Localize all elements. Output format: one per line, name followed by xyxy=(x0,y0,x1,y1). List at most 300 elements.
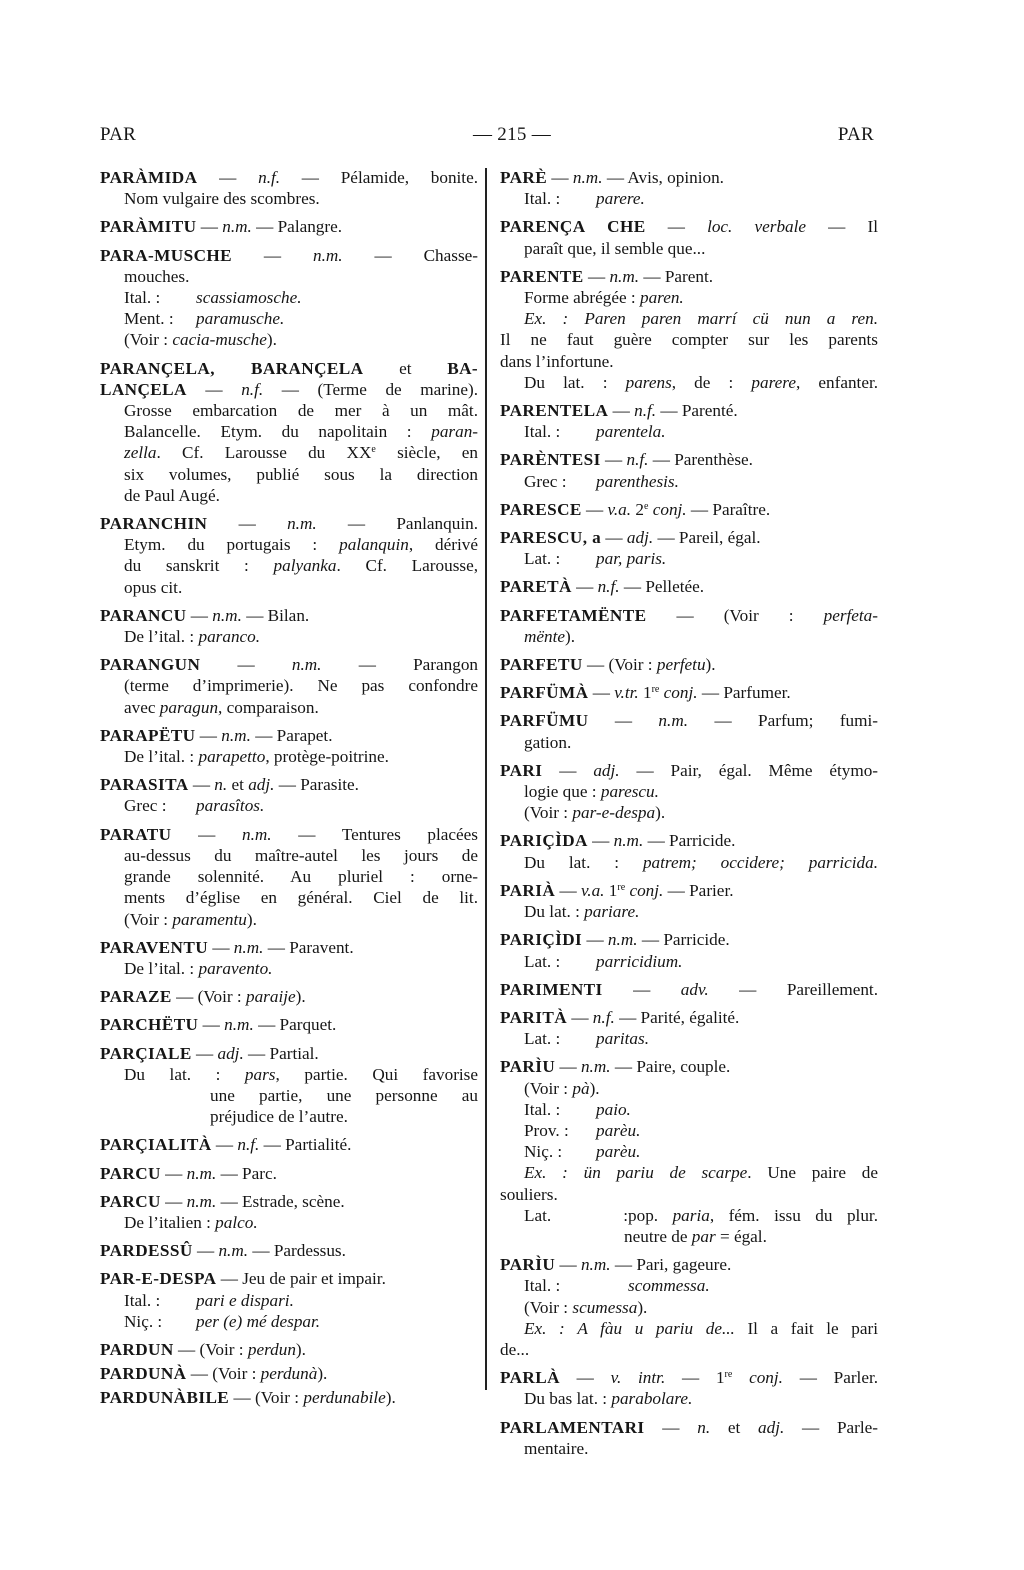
definition-text: avec xyxy=(124,697,156,717)
headword: PARIÇÌDI xyxy=(500,930,583,950)
definition-line: ments d’église en général. Ciel de lit. xyxy=(124,888,478,908)
definition-line: dans l’infortune. xyxy=(500,351,614,371)
entry-parfuma: PARFÜMÀ — v.tr. 1re conj. — Parfumer. xyxy=(500,683,791,703)
headword: PARÀMITU xyxy=(100,217,197,237)
entry-paramitu: PARÀMITU — n.m. — Palangre. xyxy=(100,217,343,237)
etym-value: parèu. xyxy=(596,1120,641,1140)
punct: ). xyxy=(295,987,306,1007)
conjugation-number: 1 xyxy=(608,880,618,900)
entry-paredespa xyxy=(100,1268,478,1332)
headword: PARESCE xyxy=(500,499,582,519)
definition-text: = égal. xyxy=(715,1226,767,1246)
definition: Pareillement. xyxy=(786,979,879,999)
etym-value: paran- xyxy=(431,422,479,442)
definition: Parfum; fumi- xyxy=(758,711,879,731)
headword: PARDUNÀ xyxy=(100,1364,187,1384)
definition-text: . Cf. Larousse, xyxy=(336,556,479,576)
definition: Parasite. xyxy=(300,775,359,795)
headword: PARI xyxy=(500,760,543,780)
grammar: n.m. xyxy=(580,1255,611,1275)
etym-label: Lat. : xyxy=(524,549,561,569)
superscript: e xyxy=(371,444,376,456)
headword: PARCHËTU xyxy=(100,1015,199,1035)
see-reference: perfeta- xyxy=(823,605,879,625)
superscript: re xyxy=(724,1369,733,1381)
see-label: — (Voir : xyxy=(676,605,794,625)
headword: PARANCU xyxy=(100,605,187,625)
grammar: v. intr. xyxy=(610,1368,666,1388)
see-label: (Voir : xyxy=(524,1297,569,1317)
definition: Parier. xyxy=(689,880,734,900)
entry-parapetu: PARAPËTU — n.m. — Parapet. De l’ital. : parapetto, protège-poitrine. xyxy=(100,725,389,767)
etym-label: Niç. : xyxy=(124,1311,163,1331)
see-label: (Voir : xyxy=(524,803,569,823)
definition: Tentures placées xyxy=(341,824,478,844)
etym-value: parenthesis. xyxy=(596,471,679,491)
definition: Pareil, égal. xyxy=(678,528,761,548)
punct: ). xyxy=(246,909,257,929)
etym-value: parere. xyxy=(596,189,645,209)
grammar: n.f. xyxy=(237,1135,260,1155)
etym-value: parricidium. xyxy=(596,951,683,971)
definition-text: , protège-poitrine. xyxy=(265,747,389,767)
etym-value: zella xyxy=(124,443,157,463)
left-column xyxy=(100,167,478,1416)
definition: Parapet. xyxy=(276,725,333,745)
example-text: Paren paren marrí cü nun a ren. xyxy=(584,309,878,329)
definition-text: , fém. issu du plur. xyxy=(709,1205,878,1225)
headword: PARANÇELA, BARANÇELA xyxy=(100,358,364,378)
conjugation-number: 1 xyxy=(643,683,652,703)
definition-line: mouches. xyxy=(124,266,190,286)
punct: ). xyxy=(266,330,277,350)
example-label: Ex. : xyxy=(524,309,569,329)
grammar: n.m. xyxy=(607,930,638,950)
entry-parfumu: PARFÜMU — n.m. — Parfum; fumi- gation. xyxy=(500,711,879,752)
definition-line: six volumes, publié sous la direction xyxy=(124,464,478,484)
headword: PARENTE xyxy=(500,266,584,286)
etym-label: Du lat. : xyxy=(124,1064,221,1084)
punct: ). xyxy=(705,655,716,675)
see-reference: perdunabile xyxy=(303,1388,386,1408)
etym-label: Du lat. : xyxy=(524,852,620,872)
etym-label: Du lat. : xyxy=(524,372,608,392)
definition-text: pop. xyxy=(628,1205,659,1225)
grammar: n.m. xyxy=(291,655,322,675)
etym-value: palyanka xyxy=(273,556,337,576)
etym-value: paranco. xyxy=(198,627,261,647)
punct: ). xyxy=(317,1364,328,1384)
etym-value: parentela. xyxy=(596,422,666,442)
definition: Parricide. xyxy=(663,930,730,950)
definition: Pair, égal. Même étymo- xyxy=(670,760,879,780)
entry-parla: PARLÀ — v. intr. — 1re conj. — Parler. Du bas lat. : parabolare. xyxy=(500,1368,879,1409)
page-number: — 215 — xyxy=(472,124,552,145)
definition-line: (terme d’imprimerie). Ne pas confondre xyxy=(124,676,478,696)
definition: Parfumer. xyxy=(723,683,791,703)
definition-text: , comparaison. xyxy=(218,697,319,717)
see-label: (Voir : xyxy=(124,909,169,929)
headword: PARAPËTU xyxy=(100,725,196,745)
column-divider xyxy=(485,168,487,1390)
etym-label: Du bas lat. : xyxy=(524,1389,608,1409)
definition: Parité, égalité. xyxy=(640,1007,740,1027)
punct: ). xyxy=(565,626,576,646)
headword: PARFÜMU xyxy=(500,711,589,731)
conjugation-number: 2 xyxy=(635,499,644,519)
definition: Estrade, scène. xyxy=(242,1191,345,1211)
etym-label: Ital. : xyxy=(524,1099,561,1119)
etym-value: paravento. xyxy=(198,958,273,978)
headword: PARDESSÛ xyxy=(100,1241,193,1261)
entry-parcu-2: PARCU — n.m. — Estrade, scène. De l’italien : palco. xyxy=(100,1191,345,1232)
grammar: n.m. xyxy=(613,831,644,851)
headword: PARANGUN xyxy=(100,655,201,675)
headword: PARFETAMËNTE xyxy=(500,605,647,625)
grammar: n.m. xyxy=(212,605,242,625)
grammar: n.m. xyxy=(580,1057,611,1077)
grammar: loc. verbale xyxy=(707,217,807,237)
punct: ). xyxy=(589,1078,600,1098)
grammar: n.m. xyxy=(221,725,251,745)
running-head-left: PAR xyxy=(100,124,137,145)
headword: PARIMENTI xyxy=(500,979,603,999)
definition-line: gation. xyxy=(524,732,572,752)
etym-value: scassiamosche. xyxy=(196,288,302,308)
definition-line: Nom vulgaire des scombres. xyxy=(124,189,320,209)
entry-pardessu: PARDESSÛ — n.m. — Pardessus. xyxy=(100,1241,346,1261)
etym-value: patrem; occidere; parricida. xyxy=(642,852,878,872)
headword: PARITÀ xyxy=(500,1007,568,1027)
headword: PARETÀ xyxy=(500,577,572,597)
entry-pare: PARÈ — n.m. — Avis, opinion. Ital. : parere. xyxy=(500,168,724,209)
definition: Parc. xyxy=(242,1163,277,1183)
example-text: ün pariu de scarpe xyxy=(583,1163,748,1183)
etym-label: Lat. : xyxy=(524,951,561,971)
see-reference: paramentu xyxy=(172,909,247,929)
headword: PARÀMIDA xyxy=(100,168,198,187)
headword: PARA-MUSCHE xyxy=(100,245,233,265)
entry-paraze xyxy=(100,986,478,1007)
etym-value: per (e) mé despar. xyxy=(196,1311,321,1331)
grammar: conj. xyxy=(629,880,664,900)
definition-text: du sanskrit : xyxy=(124,556,249,576)
etym-value: paio. xyxy=(596,1099,631,1119)
conjunction: et xyxy=(231,775,244,795)
entry-parfetamente xyxy=(500,605,878,647)
definition-line: Balancelle. Etym. du napolitain : xyxy=(124,422,412,442)
etym-value: scommessa. xyxy=(628,1276,710,1296)
see-label: (Voir : xyxy=(124,330,169,350)
grammar: n.m. xyxy=(658,711,689,731)
etym-label: Grec : xyxy=(524,471,567,491)
definition-line: préjudice de l’autre. xyxy=(210,1107,348,1127)
grammar: n.f. xyxy=(592,1007,615,1027)
headword: PARENTELA xyxy=(500,401,609,421)
definition: Pélamide, bonite. xyxy=(340,168,479,187)
headword: PARAZE xyxy=(100,987,172,1007)
etym-value: pars xyxy=(244,1064,276,1084)
etym-label: De l’ital. : xyxy=(124,747,195,767)
grammar: v.a. xyxy=(607,499,632,519)
etym-value: paramusche. xyxy=(196,309,285,329)
grammar: conj. xyxy=(663,683,698,703)
headword: PARCU xyxy=(100,1191,161,1211)
entry-parciale: PARÇIALE — adj. — Partial. Du lat. : pars, partie. Qui favorise une partie, une personne au préjudice de l’autre. xyxy=(100,1043,479,1127)
definition: Panlanquin. xyxy=(396,514,479,534)
entry-parita: PARITÀ — n.f. — Parité, égalité. Lat. : paritas. xyxy=(500,1007,740,1049)
see-label: — (Voir : xyxy=(190,1364,257,1384)
entry-paricida: PARIÇÌDA — n.m. — Parricide. Du lat. : patrem; occidere; parricida. xyxy=(500,831,878,872)
see-reference: paraije xyxy=(245,987,296,1007)
grammar: v.a. xyxy=(580,880,605,900)
etym-value: parens xyxy=(625,372,672,392)
grammar: n.f. xyxy=(634,401,657,421)
definition: Il xyxy=(867,217,879,237)
grammar: n.m. xyxy=(242,824,272,844)
see-reference: pà xyxy=(572,1078,590,1098)
grammar: adj. xyxy=(593,760,620,780)
entry-parcu-1: PARCU — n.m. — Parc. xyxy=(100,1163,277,1183)
definition: Parricide. xyxy=(669,831,736,851)
etym-label: Ital. : xyxy=(524,189,561,209)
etym-label: Lat. : xyxy=(524,1205,628,1225)
definition: — Jeu de pair et impair. xyxy=(220,1269,386,1289)
headword: PARDUN xyxy=(100,1339,174,1359)
entry-paranchin: PARANCHIN — n.m. — Panlanquin. Etym. du portugais : palanquin, dérivé du sanskrit : palyanka. Cf. Larousse, opus cit. xyxy=(100,514,479,597)
headword: PAR-E-DESPA xyxy=(100,1269,217,1289)
example-translation: . Une paire de xyxy=(747,1163,878,1183)
grammar: adv. xyxy=(680,979,709,999)
headword: PARESCU, a xyxy=(500,528,602,548)
grammar: n.f. xyxy=(626,450,649,470)
entry-pardun xyxy=(100,1339,478,1360)
definition: Parle- xyxy=(836,1417,879,1437)
etym-value: parere xyxy=(751,372,796,392)
entry-parlamentari: PARLAMENTARI — n. et adj. — Parle- mentaire. xyxy=(500,1417,879,1458)
entry-parancela: PARANÇELA, BARANÇELA et BA- LANÇELA — n.f. — (Terme de marine). Grosse embarcation de mer à un mât. Balancelle. Etym. du napolitain : paran- zella. Cf. Larousse du XXe siècle, en six volumes, publié sous la direction de Paul Augé. xyxy=(100,358,479,505)
grammar: conj. xyxy=(749,1368,783,1388)
entry-pareta: PARETÀ — n.f. — Pelletée. xyxy=(500,577,705,597)
example-label: Ex. : xyxy=(524,1163,568,1183)
definition-text: , dérivé xyxy=(408,535,478,555)
entry-parcialita: PARÇIALITÀ — n.f. — Partialité. xyxy=(100,1135,352,1155)
grammar: n.m. xyxy=(186,1163,217,1183)
definition-text: Etym. du portugais : xyxy=(124,535,318,555)
etym-value: par, paris. xyxy=(596,549,667,569)
entry-paria: PARIÀ — v.a. 1re conj. — Parier. Du lat. : pariare. xyxy=(500,880,734,922)
grammar: n.m. xyxy=(609,266,640,286)
definition: (Terme de marine). xyxy=(317,379,478,399)
entry-pari: PARI — adj. — Pair, égal. Même étymo- logie que : parescu. (Voir : par-e-despa). xyxy=(500,760,879,823)
definition-text: logie que : xyxy=(524,782,597,802)
etym-value: paritas. xyxy=(596,1029,650,1049)
entry-parenca-che: PARENÇA CHE — loc. verbale — Il paraît que, il semble que... xyxy=(500,217,879,258)
definition: Paraître. xyxy=(712,499,771,519)
see-label: (Voir : xyxy=(524,1078,569,1098)
definition-line: au-dessus du maître-autel les jours de xyxy=(124,845,478,865)
etym-label: Du lat. : xyxy=(524,902,580,922)
definition: Bilan. xyxy=(267,605,310,625)
etym-value: paria xyxy=(672,1205,710,1225)
headword: BA- xyxy=(447,358,479,378)
definition-line: paraît que, il semble que... xyxy=(524,238,706,258)
see-reference: cacia-musche xyxy=(172,330,267,350)
definition: Parangon xyxy=(413,655,479,675)
headword: PARÈNTESI xyxy=(500,450,601,470)
etym-value: parèu. xyxy=(596,1142,641,1162)
definition: Palangre. xyxy=(277,217,343,237)
superscript: e xyxy=(643,500,649,512)
entry-parchetu: PARCHËTU — n.m. — Parquet. xyxy=(100,1015,337,1035)
etym-value: paren. xyxy=(639,288,684,308)
definition-text: neutre de xyxy=(624,1226,688,1246)
etym-label: Grec : xyxy=(124,796,167,816)
punct: ). xyxy=(295,1339,306,1359)
headword: PARFÜMÀ xyxy=(500,683,589,703)
grammar: n.m. xyxy=(224,1015,254,1035)
definition: Chasse- xyxy=(423,245,478,265)
punct: ). xyxy=(637,1297,648,1317)
example-label: Ex. : xyxy=(524,1318,565,1338)
etym-label: Ital. : xyxy=(124,1290,161,1310)
grammar: n.f. xyxy=(241,379,264,399)
headword: PARÌU xyxy=(500,1255,556,1275)
definition: Paravent. xyxy=(289,937,354,957)
entry-paricidi: PARIÇÌDI — n.m. — Parricide. Lat. : parricidium. xyxy=(500,930,730,971)
right-column xyxy=(500,167,878,1466)
grammar: conj. xyxy=(652,499,687,519)
headword: PARDUNÀBILE xyxy=(100,1388,230,1408)
grammar: adj. xyxy=(626,528,654,548)
grammar: adj. xyxy=(248,775,275,795)
etym-value: paragun xyxy=(159,697,219,717)
entry-pariu-1: PARÌU — n.m. — Paire, couple. (Voir : pà). Ital. : paio. Prov. : parèu. Niç. : parèu. Ex. : ün pariu de scarpe. Une paire de souliers. Lat. :pop. paria, fém. issu du plur. neutre de par = égal. xyxy=(500,1057,878,1246)
conjunction: et xyxy=(399,358,412,378)
conjunction: et xyxy=(727,1417,741,1437)
definition-line: opus cit. xyxy=(124,577,183,597)
see-reference: perdun xyxy=(247,1339,296,1359)
entry-parduna xyxy=(100,1363,478,1384)
headword: PARÇIALITÀ xyxy=(100,1135,212,1155)
definition: Pelletée. xyxy=(645,577,705,597)
etym-value: par xyxy=(691,1226,716,1246)
see-label: — (Voir : xyxy=(177,1339,244,1359)
definition-line: une partie, une personne au xyxy=(210,1085,478,1105)
superscript: re xyxy=(617,881,626,893)
entry-paramida: PARÀMIDA — n.f. — Pélamide, bonite. Nom vulgaire des scombres. xyxy=(100,168,479,209)
definition: Parler. xyxy=(833,1368,879,1388)
etym-label: Lat. : xyxy=(524,1029,561,1049)
etym-label: Ment. : xyxy=(124,309,174,329)
definition-line: Il ne faut guère compter sur les parents xyxy=(500,330,878,350)
definition-line: de Paul Augé. xyxy=(124,485,220,505)
entry-parentela: PARENTELA — n.f. — Parenté. Ital. : parentela. xyxy=(500,401,738,442)
entry-pardunabile xyxy=(100,1387,478,1408)
definition-line: de... xyxy=(500,1339,530,1359)
grammar: n.m. xyxy=(222,217,252,237)
etym-value: pari e dispari. xyxy=(196,1290,294,1310)
etym-label: Prov. : xyxy=(524,1120,569,1140)
grammar: v.tr. xyxy=(614,683,639,703)
definition-text: siècle, en xyxy=(375,443,478,463)
headword: LANÇELA xyxy=(100,379,187,399)
headword: PARAVENTU xyxy=(100,937,209,957)
definition-line: Grosse embarcation de mer à un mât. xyxy=(124,401,478,421)
see-label: — (Voir : xyxy=(586,655,653,675)
headword: PARCU xyxy=(100,1163,161,1183)
etym-value: palanquin xyxy=(339,535,409,555)
see-label: — (Voir : xyxy=(233,1388,300,1408)
punct: ). xyxy=(655,803,666,823)
punct: ). xyxy=(385,1388,396,1408)
etym-label: Ital. : xyxy=(524,1276,561,1296)
running-head-right: PAR xyxy=(837,124,874,145)
definition: Parenthèse. xyxy=(674,450,753,470)
definition: Paire, couple. xyxy=(636,1057,731,1077)
entry-parentesi: PARÈNTESI — n.f. — Parenthèse. Grec : parenthesis. xyxy=(500,450,753,491)
definition-text: , de : xyxy=(671,372,734,392)
entry-paratu: PARATU — n.m. — Tentures placées au-dessus du maître-autel les jours de grande solennité. Au pluriel : orne- ments d’église en général. Ciel de lit. (Voir : paramentu). xyxy=(100,824,478,929)
definition-text: Forme abrégée : xyxy=(524,288,636,308)
entry-parescu: PARESCU, a — adj. — Pareil, égal. Lat. : par, paris. xyxy=(500,528,761,569)
definition-line: mentaire. xyxy=(524,1438,589,1458)
entry-parente: PARENTE — n.m. — Parent. Forme abrégée : paren. Ex. : Paren paren marrí cü nun a ren. Il ne faut guère compter sur les parents dans l’infortune. Du lat. : parens, de : parere, enfanter. xyxy=(500,266,879,392)
headword: PARÈ xyxy=(500,168,548,187)
definition: Partialité. xyxy=(285,1135,352,1155)
definition-line: grande solennité. Au pluriel : orne- xyxy=(124,867,478,887)
example-text: A fàu u pariu de... xyxy=(577,1318,735,1338)
etym-label: De l’italien : xyxy=(124,1212,211,1232)
headword: PARFETU xyxy=(500,655,583,675)
definition: Pari, gageure. xyxy=(636,1255,732,1275)
grammar: n.f. xyxy=(597,577,620,597)
entry-parangun: PARANGUN — n.m. — Parangon (terme d’imprimerie). Ne pas confondre avec paragun, comparaison. xyxy=(100,655,479,717)
etym-label: Niç. : xyxy=(524,1142,563,1162)
headword: PARLAMENTARI xyxy=(500,1417,645,1437)
superscript: re xyxy=(651,684,660,696)
headword: PARIÀ xyxy=(500,880,556,900)
etym-value: parasîtos. xyxy=(196,796,265,816)
see-reference: scumessa xyxy=(572,1297,638,1317)
headword: PARÌU xyxy=(500,1057,556,1077)
grammar: n.m. xyxy=(572,168,603,187)
entry-paraventu: PARAVENTU — n.m. — Paravent. De l’ital. : paravento. xyxy=(100,937,354,978)
entry-paresce: PARESCE — v.a. 2e conj. — Paraître. xyxy=(500,499,771,519)
definition-text: , enfanter. xyxy=(795,372,879,392)
headword: PARIÇÌDA xyxy=(500,831,588,851)
entry-pariu-2: PARÌU — n.m. — Pari, gageure. Ital. : scommessa. (Voir : scumessa). Ex. : A fàu u pariu de... Il a fait le pari de... xyxy=(500,1255,879,1359)
etym-value: parescu. xyxy=(600,782,659,802)
etym-value: parapetto xyxy=(198,747,266,767)
definition: Parquet. xyxy=(279,1015,337,1035)
grammar: n.m. xyxy=(313,245,343,265)
grammar: adj. xyxy=(758,1417,785,1437)
headword: PARLÀ xyxy=(500,1368,560,1388)
conjugation-number: 1 xyxy=(715,1368,725,1388)
etym-value: palco. xyxy=(215,1212,258,1232)
etym-value: parabolare. xyxy=(611,1389,693,1409)
grammar: n.m. xyxy=(287,514,317,534)
definition-line: souliers. xyxy=(500,1184,558,1204)
headword: PARATU xyxy=(100,824,172,844)
example-translation: Il a fait le pari xyxy=(734,1318,879,1338)
headword: PARENÇA CHE xyxy=(500,217,646,237)
entry-paramusche: PARA-MUSCHE — n.m. — Chasse- mouches. Ital. : scassiamosche. Ment. : paramusche. (Voir : cacia-musche). xyxy=(100,245,478,350)
grammar: n. xyxy=(697,1417,711,1437)
headword: PARÇIALE xyxy=(100,1043,192,1063)
definition: Parenté. xyxy=(681,401,738,421)
